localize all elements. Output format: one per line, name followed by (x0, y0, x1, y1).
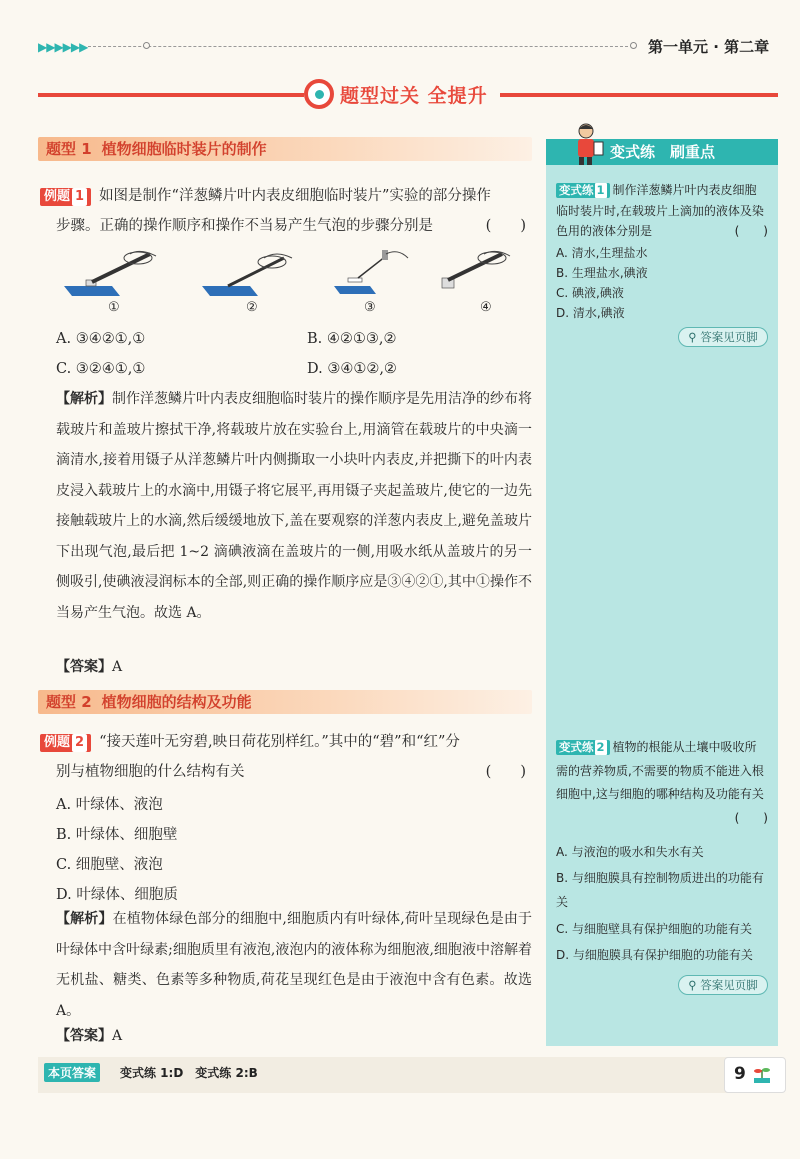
option-a: A. 与液泡的吸水和失水有关 (556, 845, 704, 859)
student-icon (572, 122, 606, 166)
option-a: A. 叶绿体、液泡 (56, 797, 163, 813)
option-d: D. 与细胞膜具有保护细胞的功能有关 (556, 948, 753, 962)
header-arrows: ▶▶▶▶▶▶ (38, 40, 88, 54)
example-badge-label: 例题 (44, 735, 71, 750)
sprout-icon (752, 1066, 772, 1084)
stem-line: 如图是制作“洋葱鳞片叶内表皮细胞临时装片”实验的部分操作 (99, 188, 491, 204)
practice-badge (556, 183, 610, 198)
example-2-stem-cont (56, 757, 532, 787)
topic-heading-2 (38, 690, 532, 714)
answer-value: A (112, 659, 123, 675)
practice-2-stem (556, 736, 768, 830)
practice-badge-number: 1 (596, 183, 605, 197)
option-c: C. 碘液,碘液 (556, 286, 624, 300)
example-badge (40, 188, 91, 206)
option-c: C. 与细胞壁具有保护细胞的功能有关 (556, 922, 753, 936)
page-answers-tag: 本页答案 (44, 1063, 100, 1082)
option-b: B. 叶绿体、细胞壁 (56, 827, 178, 843)
stem-line: 步骤。正确的操作顺序和操作不当易产生气泡的步骤分别是 (56, 218, 433, 234)
example-1-stem-cont (56, 211, 532, 241)
topic-number: 题型 2 (46, 693, 92, 711)
practice-badge-label: 变式练 (559, 740, 594, 754)
topic-title: 植物细胞的结构及功能 (101, 693, 252, 711)
step-4-illustration (436, 248, 546, 318)
option-c: C. ③②④①,① (56, 361, 146, 377)
practice-badge-number: 2 (596, 740, 605, 754)
example-badge-label: 例题 (44, 189, 71, 204)
answer-1 (56, 656, 122, 676)
page-answers: 变式练 1:D 变式练 2:B (120, 1066, 258, 1080)
option-c: C. 细胞壁、液泡 (56, 857, 163, 873)
topic-heading-1 (38, 137, 532, 161)
analysis-1 (56, 384, 532, 628)
analysis-label: 【解析】 (56, 391, 112, 407)
answer-2 (56, 1025, 122, 1045)
practice-stem-text: 制作洋葱鳞片叶内表皮细胞临时装片时,在载玻片上滴加的液体及染色用的液体分别是 (556, 183, 764, 238)
target-icon (304, 79, 334, 109)
topic-number: 题型 1 (46, 140, 92, 158)
banner-line-right (500, 93, 778, 97)
topic-title: 植物细胞临时装片的制作 (101, 140, 267, 158)
analysis-2 (56, 904, 532, 1026)
figure-label: ② (246, 300, 258, 315)
banner-title: 题型过关 全提升 (340, 84, 488, 107)
analysis-text: 制作洋葱鳞片叶内表皮细胞临时装片的操作顺序是先用洁净的纱布将载玻片和盖玻片擦拭干净,将载玻片放在实验台上,用滴管在载玻片的中央滴一滴清水,接着用镊子从洋葱鳞片叶内侧撕取一小块叶内表皮,并把撕下的叶内表皮浸入载玻片上的水滴中,用镊子将它展平,再用镊子夹起盖玻片,使它的一边先接触载玻片上的水滴,然后缓缓地放下,盖在要观察的洋葱内表皮上,避免盖玻片下出现气泡,最后把 1~2 滴碘液滴在盖玻片的一侧,用吸水纸从盖玻片的另一侧吸引,使碘液浸润标本的全部,则正确的操作顺序应是③④②①,其中①操作不当易产生气泡。故选 A。 (56, 391, 532, 621)
answer-button-label: 答案见页脚 (700, 330, 758, 344)
option-d: D. ③④①②,② (307, 361, 397, 377)
answer-label: 【答案】 (56, 1028, 112, 1044)
answer-see-footer-button[interactable] (678, 327, 768, 347)
option-a: A. ③④②①,① (56, 331, 146, 347)
practice-badge-label: 变式练 (559, 183, 594, 197)
analysis-text: 在植物体绿色部分的细胞中,细胞质内有叶绿体,荷叶呈现绿色是由于叶绿体中含叶绿素;细胞质里有液泡,液泡内的液体称为细胞液,细胞液中溶解着无机盐、糖类、色素等多种物质,荷花呈现红色是由于液泡中含有色素。故选 A。 (56, 911, 533, 1019)
example-2-stem (40, 727, 532, 757)
page-number: 9 (734, 1064, 746, 1084)
unit-chapter-label: 第一单元 · 第二章 (648, 38, 770, 56)
example-badge (40, 734, 91, 752)
example-1-stem (40, 181, 532, 211)
practice-1-stem (556, 180, 768, 242)
answer-see-footer-button[interactable] (678, 975, 768, 995)
practice-panel-title: 变式练 刷重点 (546, 139, 778, 165)
option-b: B. 生理盐水,碘液 (556, 266, 648, 280)
step-1-illustration (60, 248, 170, 318)
analysis-label: 【解析】 (56, 911, 113, 927)
section-banner (304, 78, 500, 110)
figure-label: ① (108, 300, 120, 315)
example-badge-number: 2 (72, 734, 87, 752)
option-d: D. 叶绿体、细胞质 (56, 887, 178, 903)
practice-stem-text: 植物的根能从土壤中吸收所需的营养物质,不需要的物质不能进入根细胞中,这与细胞的哪种结构及功能有关 (556, 740, 764, 801)
answer-paren: ( ) (734, 224, 768, 238)
figure-label: ③ (364, 300, 376, 315)
answer-paren: ( ) (485, 218, 526, 234)
pin-icon: ⚲ (688, 978, 701, 992)
figure-label: ④ (480, 300, 492, 315)
option-a: A. 清水,生理盐水 (556, 246, 648, 260)
answer-paren: ( ) (734, 810, 768, 825)
answer-paren: ( ) (485, 764, 526, 780)
answer-value: A (112, 1028, 123, 1044)
header-divider (88, 46, 628, 47)
procedure-figure (60, 248, 530, 318)
answer-label: 【答案】 (56, 659, 112, 675)
example-badge-number: 1 (72, 188, 87, 206)
header-dot (630, 42, 637, 49)
option-d: D. 清水,碘液 (556, 306, 625, 320)
practice-badge (556, 740, 610, 755)
step-3-illustration (330, 248, 440, 318)
pin-icon: ⚲ (688, 330, 701, 344)
stem-line: “接天莲叶无穷碧,映日荷花别样红。”其中的“碧”和“红”分 (99, 734, 460, 750)
stem-line: 别与植物细胞的什么结构有关 (56, 764, 245, 780)
option-b: B. 与细胞膜具有控制物质进出的功能有关 (556, 871, 764, 909)
banner-line-left (38, 93, 304, 97)
step-2-illustration (198, 248, 308, 318)
option-b: B. ④②①③,② (307, 331, 397, 347)
answer-button-label: 答案见页脚 (700, 978, 758, 992)
header-dot (143, 42, 150, 49)
